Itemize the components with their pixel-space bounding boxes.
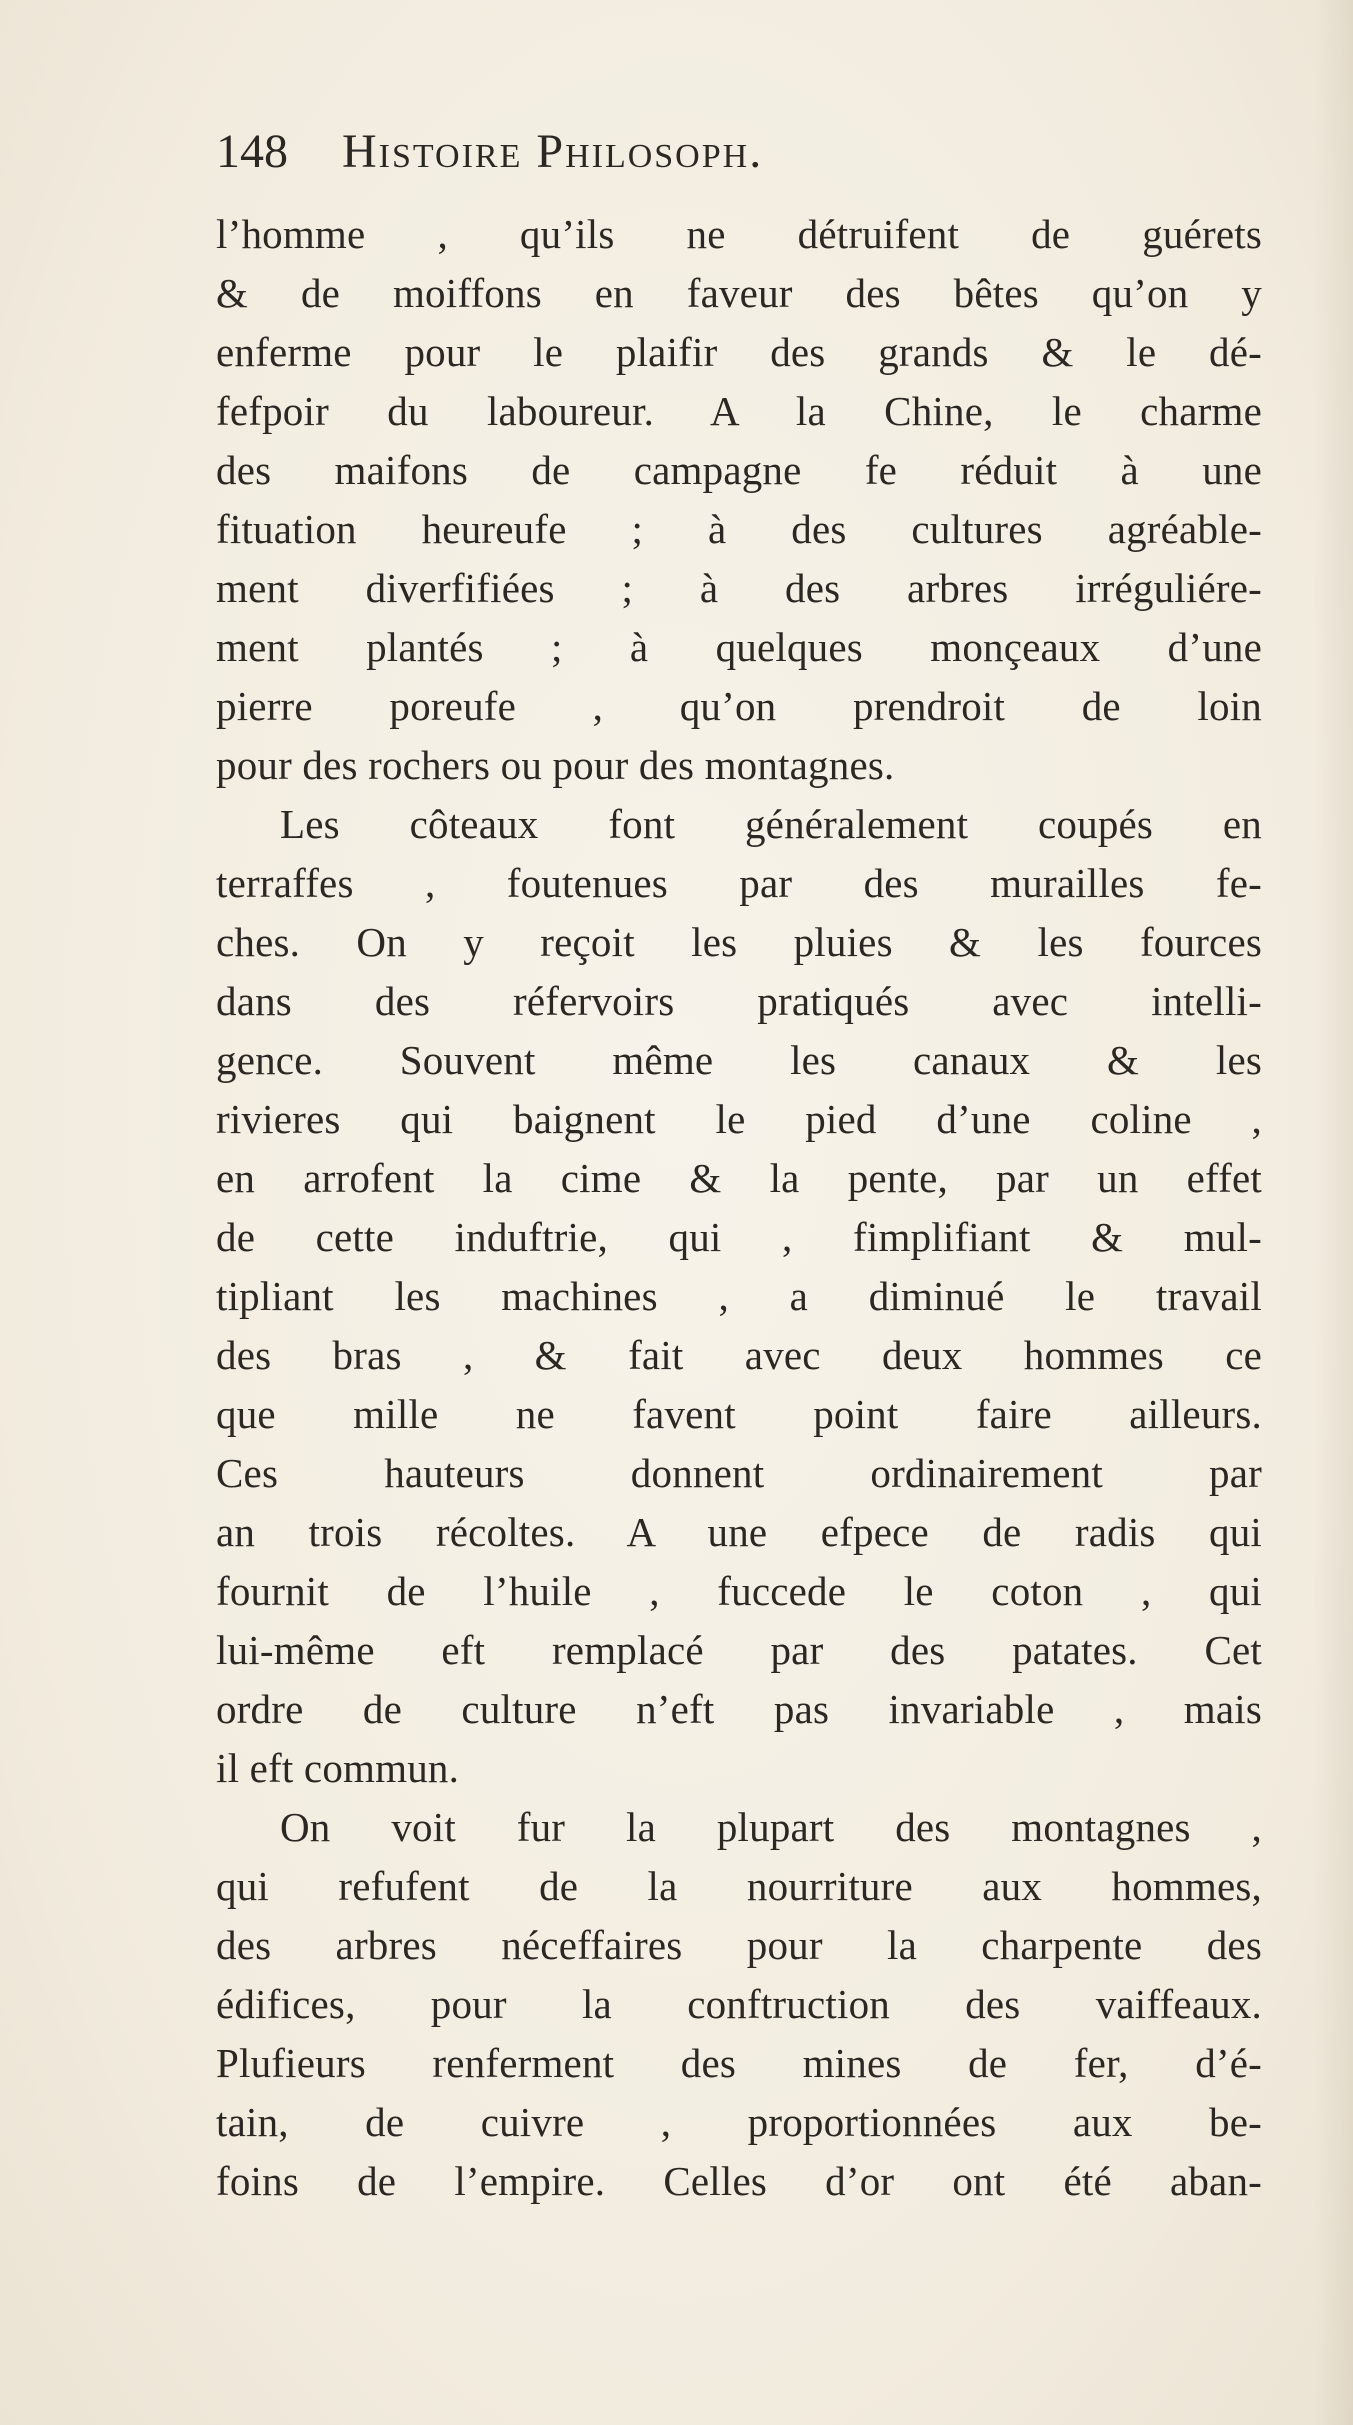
text-line: Les côteaux font généralement coupés en [280,801,1262,847]
text-line: édifices, pour la conftruction des vaiffeaux. [216,1981,1262,2027]
text-line: des maifons de campagne fe réduit à une [216,447,1262,493]
text-line: ordre de culture n’eft pas invariable , mais [216,1686,1262,1732]
text-line: lui-même eft remplacé par des patates. Cet [216,1627,1262,1673]
text-line: en arrofent la cime & la pente, par un effet [216,1155,1262,1201]
body-text [216,205,1262,2211]
paragraph-2 [216,795,1262,1798]
text-line: & de moiffons en faveur des bêtes qu’on y [216,270,1262,316]
text-line: dans des réfervoirs pratiqués avec intelli- [216,978,1262,1024]
text-line: tipliant les machines , a diminué le travail [216,1273,1262,1319]
text-line: des bras , & fait avec deux hommes ce [216,1332,1262,1378]
text-line: fournit de l’huile , fuccede le coton , qui [216,1568,1262,1614]
page-number: 148 [216,125,288,178]
text-line: fefpoir du laboureur. A la Chine, le charme [216,388,1262,434]
text-line: foins de l’empire. Celles d’or ont été aban- [216,2158,1262,2204]
text-line: ches. On y reçoit les pluies & les fources [216,919,1262,965]
text-line: qui refufent de la nourriture aux hommes, [216,1863,1262,1909]
text-line: Plufieurs renferment des mines de fer, d’é- [216,2040,1262,2086]
page-edge-shadow [1313,0,1353,2425]
paragraph-1 [216,205,1262,795]
text-line: On voit fur la plupart des montagnes , [280,1804,1262,1850]
text-line: enferme pour le plaifir des grands & le dé- [216,329,1262,375]
text-line: fituation heureufe ; à des cultures agréable- [216,506,1262,552]
text-line: gence. Souvent même les canaux & les [216,1037,1262,1083]
text-line: que mille ne favent point faire ailleurs. [216,1391,1262,1437]
text-line: il eft commun. [216,1745,460,1791]
text-line: an trois récoltes. A une efpece de radis qui [216,1509,1262,1555]
paragraph-3 [216,1798,1262,2211]
text-line: pierre poreufe , qu’on prendroit de loin [216,683,1262,729]
text-line: tain, de cuivre , proportionnées aux be- [216,2099,1262,2145]
text-line: ment plantés ; à quelques monçeaux d’une [216,624,1262,670]
running-header [216,112,1106,192]
running-title: Histoire Philosoph. [342,125,764,178]
text-line: ment diverfifiées ; à des arbres irréguliére- [216,565,1262,611]
text-line: rivieres qui baignent le pied d’une coline , [216,1096,1262,1142]
text-line: des arbres néceffaires pour la charpente des [216,1922,1262,1968]
text-line: terraffes , foutenues par des murailles fe- [216,860,1262,906]
text-line: pour des rochers ou pour des montagnes. [216,742,895,788]
text-line: de cette induftrie, qui , fimplifiant & mul- [216,1214,1262,1260]
text-line: Ces hauteurs donnent ordinairement par [216,1450,1262,1496]
text-line: l’homme , qu’ils ne détruifent de guérets [216,211,1262,257]
